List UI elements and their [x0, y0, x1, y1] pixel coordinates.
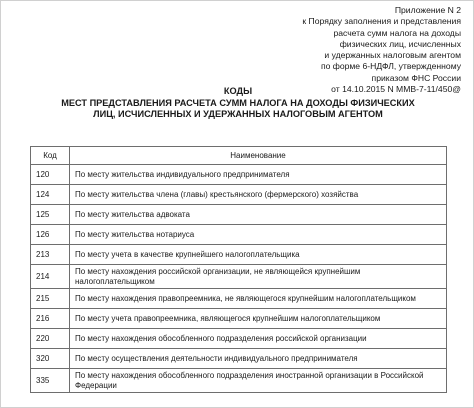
table-row [31, 245, 447, 265]
table-header-row [31, 147, 447, 165]
table-row [31, 289, 447, 309]
code-cell: 215 [31, 289, 70, 309]
code-cell: 213 [31, 245, 70, 265]
appendix-line: к Порядку заполнения и представления [302, 16, 461, 27]
name-cell: По месту учета в качестве крупнейшего налогоплательщика [70, 245, 447, 265]
name-cell: По месту жительства адвоката [70, 205, 447, 225]
table-row [31, 309, 447, 329]
name-cell: По месту нахождения правопреемника, не являющегося крупнейшим налогоплательщиком [70, 289, 447, 309]
code-cell: 124 [31, 185, 70, 205]
table-row [31, 369, 447, 393]
table-row [31, 185, 447, 205]
appendix-line: и удержанных налоговым агентом [324, 50, 461, 61]
appendix-line: приказом ФНС России [371, 72, 461, 83]
code-cell: 335 [31, 369, 70, 393]
appendix-line: от 14.10.2015 N ММВ-7-11/450@ [331, 84, 461, 95]
name-cell: По месту жительства члена (главы) крестьянского (фермерского) хозяйства [70, 185, 447, 205]
title-line: МЕСТ ПРЕДСТАВЛЕНИЯ РАСЧЕТА СУММ НАЛОГА НА ДОХОДЫ ФИЗИЧЕСКИХ [61, 97, 415, 108]
title-line: ЛИЦ, ИСЧИСЛЕННЫХ И УДЕРЖАННЫХ НАЛОГОВЫМ АГЕНТОМ [93, 109, 383, 119]
codes-table [30, 146, 447, 393]
code-cell: 216 [31, 309, 70, 329]
appendix-line: расчета сумм налога на доходы [333, 27, 461, 38]
table-row [31, 225, 447, 245]
table-row [31, 205, 447, 225]
name-cell: По месту осуществления деятельности индивидуального предпринимателя [70, 349, 447, 369]
header-name: Наименование [70, 147, 447, 165]
title-line: КОДЫ [223, 86, 253, 96]
header-code: Код [31, 147, 70, 165]
table-row [31, 265, 447, 289]
table-row [31, 329, 447, 349]
code-cell: 214 [31, 265, 70, 289]
table-row [31, 165, 447, 185]
name-cell: По месту нахождения обособленного подразделения иностранной организации в Российской Федерации [70, 369, 447, 393]
code-cell: 120 [31, 165, 70, 185]
code-cell: 126 [31, 225, 70, 245]
table-row [31, 349, 447, 369]
name-cell: По месту нахождения обособленного подразделения российской организации [70, 329, 447, 349]
name-cell: По месту жительства индивидуального предпринимателя [70, 165, 447, 185]
code-cell: 125 [31, 205, 70, 225]
name-cell: По месту нахождения российской организации, не являющейся крупнейшим налогоплательщиком [70, 265, 447, 289]
appendix-line: Приложение N 2 [394, 5, 461, 15]
name-cell: По месту жительства нотариуса [70, 225, 447, 245]
appendix-line: по форме 6-НДФЛ, утвержденному [320, 61, 461, 72]
code-cell: 220 [31, 329, 70, 349]
appendix-note [251, 5, 461, 95]
code-cell: 320 [31, 349, 70, 369]
appendix-line: физических лиц, исчисленных [339, 38, 461, 49]
name-cell: По месту учета правопреемника, являющегося крупнейшим налогоплательщиком [70, 309, 447, 329]
document-title [61, 86, 415, 121]
